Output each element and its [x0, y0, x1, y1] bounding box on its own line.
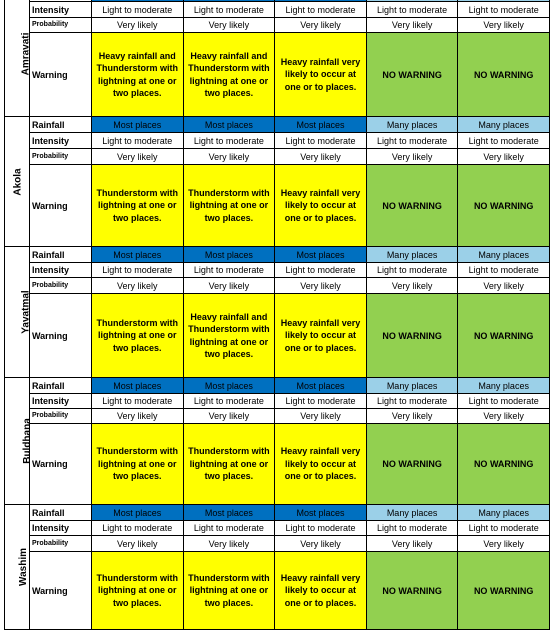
intensity-cell: Light to moderate — [92, 394, 184, 409]
param-label: Warning — [30, 424, 92, 505]
table-row — [5, 2, 550, 18]
no-warning-cell: NO WARNING — [366, 424, 458, 505]
warning-cell: Heavy rainfall very likely to occur at one or to places. — [275, 294, 367, 378]
intensity-cell: Light to moderate — [458, 263, 550, 278]
rainfall-cell: Most places — [183, 117, 275, 133]
intensity-cell: Light to moderate — [458, 394, 550, 409]
rainfall-cell: Many places — [366, 247, 458, 263]
probability-cell: Very likely — [183, 409, 275, 424]
table-row — [5, 409, 550, 424]
probability-cell: Very likely — [275, 409, 367, 424]
table-row — [5, 149, 550, 165]
param-label: Probability — [30, 18, 92, 33]
district-cell-akola: Akola — [5, 117, 30, 247]
no-warning-cell: NO WARNING — [458, 165, 550, 247]
district-cell-amravati: Amravati — [5, 0, 30, 117]
intensity-cell: Light to moderate — [183, 133, 275, 149]
rainfall-cell: Most places — [183, 247, 275, 263]
forecast-table — [4, 0, 550, 630]
rainfall-cell: Many places — [458, 378, 550, 394]
table-row — [5, 247, 550, 263]
warning-cell: Thunderstorm with lightning at one or two places. — [92, 552, 184, 630]
rainfall-cell: Most places — [92, 247, 184, 263]
probability-cell: Very likely — [183, 536, 275, 552]
probability-cell: Very likely — [458, 536, 550, 552]
no-warning-cell: NO WARNING — [366, 552, 458, 630]
intensity-cell: Light to moderate — [458, 521, 550, 536]
table-row — [5, 505, 550, 521]
table-row — [5, 263, 550, 278]
rainfall-cell: Most places — [183, 505, 275, 521]
intensity-cell: Light to moderate — [275, 2, 367, 18]
warning-cell: Heavy rainfall very likely to occur at one or to places. — [275, 424, 367, 505]
table-row — [5, 424, 550, 505]
probability-cell: Very likely — [92, 278, 184, 294]
warning-cell: Thunderstorm with lightning at one or two places. — [92, 294, 184, 378]
warning-cell: Heavy rainfall and Thunderstorm with lightning at one or two places. — [183, 33, 275, 117]
probability-cell: Very likely — [92, 409, 184, 424]
probability-cell: Very likely — [275, 536, 367, 552]
probability-cell: Very likely — [275, 18, 367, 33]
warning-cell: Heavy rainfall very likely to occur at one or to places. — [275, 165, 367, 247]
table-row — [5, 394, 550, 409]
probability-cell: Very likely — [366, 536, 458, 552]
rainfall-cell: Most places — [92, 117, 184, 133]
intensity-cell: Light to moderate — [183, 2, 275, 18]
no-warning-cell: NO WARNING — [366, 294, 458, 378]
probability-cell: Very likely — [366, 149, 458, 165]
rainfall-cell: Most places — [275, 247, 367, 263]
district-cell-buldhana: Buldhana — [5, 378, 30, 505]
probability-cell: Very likely — [183, 149, 275, 165]
warning-cell: Thunderstorm with lightning at one or two places. — [183, 165, 275, 247]
table-row — [5, 536, 550, 552]
rainfall-cell: Most places — [92, 505, 184, 521]
no-warning-cell: NO WARNING — [458, 552, 550, 630]
warning-cell: Heavy rainfall very likely to occur at one or to places. — [275, 33, 367, 117]
district-cell-yavatmal: Yavatmal — [5, 247, 30, 378]
intensity-cell: Light to moderate — [92, 2, 184, 18]
table-row — [5, 33, 550, 117]
rainfall-cell: Many places — [366, 117, 458, 133]
param-label: Intensity — [30, 2, 92, 18]
param-label: Rainfall — [30, 117, 92, 133]
probability-cell: Very likely — [92, 18, 184, 33]
param-label: Intensity — [30, 521, 92, 536]
rainfall-cell: Many places — [458, 247, 550, 263]
rainfall-cell: Most places — [183, 378, 275, 394]
param-label: Warning — [30, 165, 92, 247]
rainfall-cell: Many places — [458, 117, 550, 133]
intensity-cell: Light to moderate — [275, 521, 367, 536]
no-warning-cell: NO WARNING — [458, 424, 550, 505]
table-row — [5, 18, 550, 33]
table-row — [5, 165, 550, 247]
probability-cell: Very likely — [275, 149, 367, 165]
intensity-cell: Light to moderate — [183, 521, 275, 536]
param-label: Intensity — [30, 263, 92, 278]
table-row — [5, 117, 550, 133]
table-row — [5, 521, 550, 536]
intensity-cell: Light to moderate — [366, 521, 458, 536]
intensity-cell: Light to moderate — [183, 263, 275, 278]
intensity-cell: Light to moderate — [366, 394, 458, 409]
param-label: Warning — [30, 552, 92, 630]
param-label: Intensity — [30, 394, 92, 409]
warning-cell: Thunderstorm with lightning at one or two places. — [183, 424, 275, 505]
table-row — [5, 278, 550, 294]
probability-cell: Very likely — [183, 18, 275, 33]
intensity-cell: Light to moderate — [458, 2, 550, 18]
probability-cell: Very likely — [183, 278, 275, 294]
probability-cell: Very likely — [458, 18, 550, 33]
warning-cell: Heavy rainfall and Thunderstorm with lightning at one or two places. — [183, 294, 275, 378]
intensity-cell: Light to moderate — [366, 133, 458, 149]
probability-cell: Very likely — [366, 278, 458, 294]
warning-cell: Heavy rainfall and Thunderstorm with lightning at one or two places. — [92, 33, 184, 117]
param-label: Probability — [30, 149, 92, 165]
intensity-cell: Light to moderate — [275, 263, 367, 278]
probability-cell: Very likely — [458, 149, 550, 165]
rainfall-cell: Most places — [275, 505, 367, 521]
intensity-cell: Light to moderate — [92, 521, 184, 536]
param-label: Probability — [30, 536, 92, 552]
param-label: Rainfall — [30, 505, 92, 521]
param-label: Probability — [30, 409, 92, 424]
probability-cell: Very likely — [458, 278, 550, 294]
param-label: Rainfall — [30, 378, 92, 394]
param-label: Intensity — [30, 133, 92, 149]
param-label: Warning — [30, 33, 92, 117]
table-row — [5, 294, 550, 378]
no-warning-cell: NO WARNING — [366, 33, 458, 117]
param-label: Probability — [30, 278, 92, 294]
param-label: Warning — [30, 294, 92, 378]
no-warning-cell: NO WARNING — [458, 294, 550, 378]
probability-cell: Very likely — [366, 18, 458, 33]
intensity-cell: Light to moderate — [275, 133, 367, 149]
intensity-cell: Light to moderate — [92, 133, 184, 149]
param-label: Rainfall — [30, 247, 92, 263]
rainfall-cell: Many places — [366, 378, 458, 394]
probability-cell: Very likely — [366, 409, 458, 424]
intensity-cell: Light to moderate — [366, 263, 458, 278]
probability-cell: Very likely — [92, 536, 184, 552]
rainfall-cell: Most places — [275, 378, 367, 394]
probability-cell: Very likely — [92, 149, 184, 165]
intensity-cell: Light to moderate — [183, 394, 275, 409]
warning-cell: Thunderstorm with lightning at one or two places. — [92, 424, 184, 505]
no-warning-cell: NO WARNING — [366, 165, 458, 247]
rainfall-cell: Many places — [366, 505, 458, 521]
rainfall-cell: Most places — [92, 378, 184, 394]
table-row — [5, 378, 550, 394]
probability-cell: Very likely — [458, 409, 550, 424]
warning-cell: Thunderstorm with lightning at one or two places. — [92, 165, 184, 247]
intensity-cell: Light to moderate — [275, 394, 367, 409]
intensity-cell: Light to moderate — [366, 2, 458, 18]
rainfall-cell: Many places — [458, 505, 550, 521]
warning-cell: Heavy rainfall very likely to occur at one or to places. — [275, 552, 367, 630]
rainfall-cell: Most places — [275, 117, 367, 133]
district-cell-washim: Washim — [5, 505, 30, 630]
intensity-cell: Light to moderate — [92, 263, 184, 278]
intensity-cell: Light to moderate — [458, 133, 550, 149]
table-row — [5, 552, 550, 630]
warning-cell: Thunderstorm with lightning at one or two places. — [183, 552, 275, 630]
probability-cell: Very likely — [275, 278, 367, 294]
no-warning-cell: NO WARNING — [458, 33, 550, 117]
table-row — [5, 133, 550, 149]
